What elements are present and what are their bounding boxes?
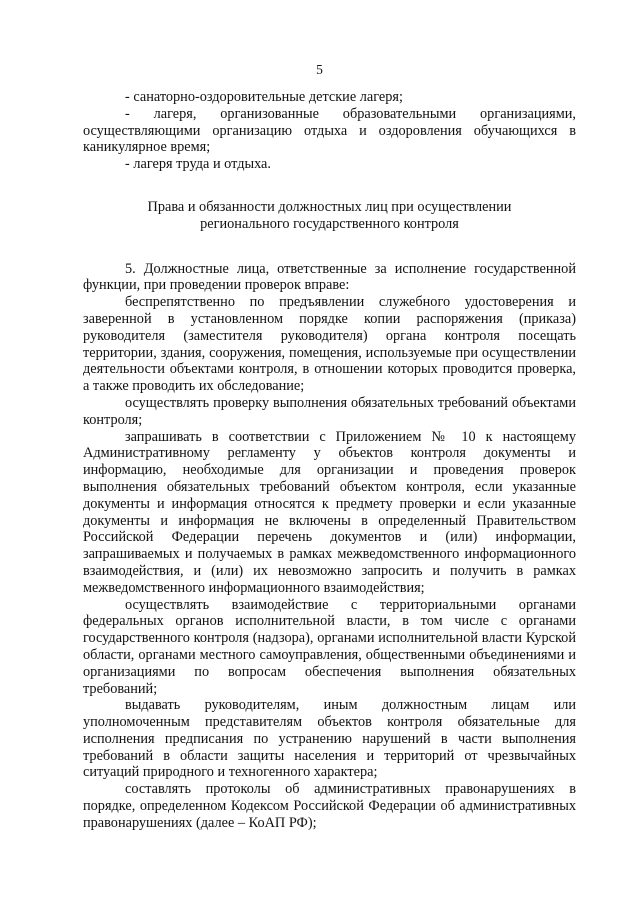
paragraph: осуществлять взаимодействие с территориальными органами федеральных органов исполнительной власти, в том числе с органами государственного контроля (надзора), органами исполнительной власти Курской области, органами местного самоуправления, общественными объединениями и организациями по вопросам обеспечения выполнения обязательных требований; <box>83 596 576 697</box>
section-heading-line: регионального государственного контроля <box>200 215 459 232</box>
document-body <box>83 89 576 832</box>
paragraph: составлять протоколы об административных правонарушениях в порядке, определенном Кодексом Российской Федерации об административных правонарушениях (далее – КоАП РФ); <box>83 781 576 831</box>
section-heading <box>83 199 576 233</box>
list-item: - лагеря, организованные образовательными организациями, осуществляющими организацию отдыха и оздоровления обучающихся в каникулярное время; <box>83 105 576 156</box>
section-heading-line: Права и обязанности должностных лиц при осуществлении <box>147 198 512 215</box>
paragraph: осуществлять проверку выполнения обязательных требований объектами контроля; <box>83 394 576 428</box>
list-item: - санаторно-оздоровительные детские лагеря; <box>125 89 403 105</box>
page-number: 5 <box>316 62 323 77</box>
list-item: - лагеря труда и отдыха. <box>125 156 271 173</box>
paragraph: запрашивать в соответствии с Приложением № 10 к настоящему Административному регламенту у объектов контроля документы и информацию, необходимые для организации и проведения проверок выполнения обязательных требований объектом контроля, если указанные документы и информация относятся к предмету проверки и если указанные документы и информация не включены в определенный Правительством Российской Федерации перечень документов и (или) информации, запрашиваемых и получаемых в рамках межведомственного информационного взаимодействия, и (или) их невозможно запросить и получить в рамках межведомственного информационного взаимодействия; <box>83 428 576 596</box>
paragraph: беспрепятственно по предъявлении служебного удостоверения и заверенной в установленном порядке копии распоряжения (приказа) руководителя (заместителя руководителя) органа контроля посещать территории, здания, сооружения, помещения, используемые при осуществлении деятельности объектами контроля, в отношении которых проводится проверка, а также проводить их обследование; <box>83 294 576 395</box>
paragraph: выдавать руководителям, иным должностным лицам или уполномоченным представителям объектов контроля обязательные для исполнения предписания по устранению нарушений в части выполнения требований в области защиты населения и территорий от чрезвычайных ситуаций природного и техногенного характера; <box>83 697 576 781</box>
paragraph: 5. Должностные лица, ответственные за исполнение государственной функции, при проведении проверок вправе: <box>83 260 576 294</box>
